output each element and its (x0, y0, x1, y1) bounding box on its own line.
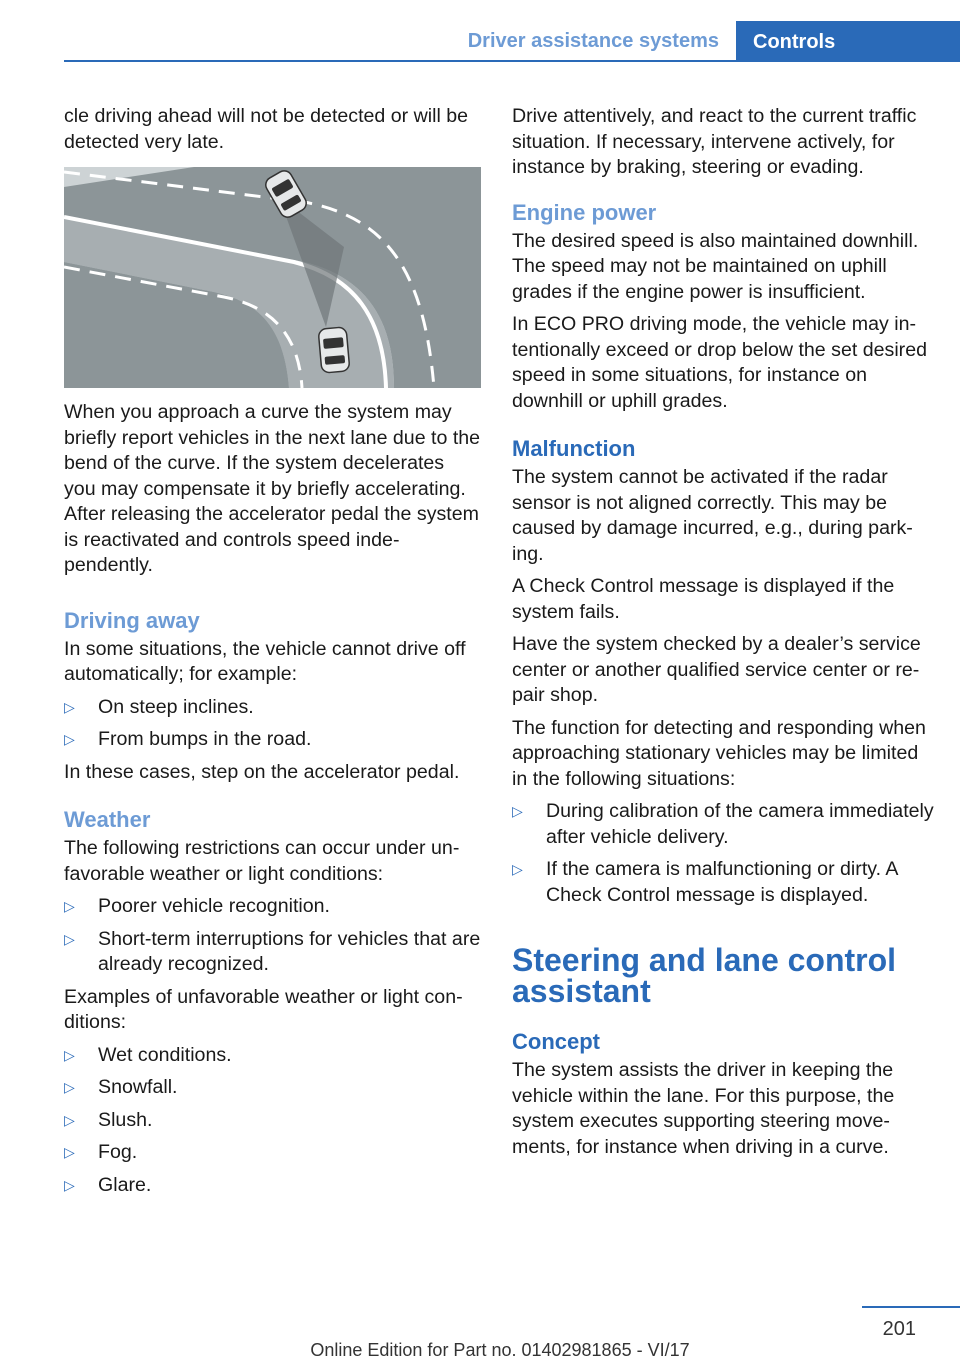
list-item: ▷ Snowfall. (64, 1075, 481, 1101)
list-item: ▷ Fog. (64, 1140, 481, 1166)
triangle-right-icon: ▷ (64, 930, 75, 947)
concept-text: The system assists the driver in keeping the vehicle within the lane. For this purpose, the system executes supporting steering movements, for instance when driving in a curve. (512, 1059, 895, 1158)
list-item: ▷ From bumps in the road. (64, 727, 481, 753)
heading-driving-away: Driving away (64, 607, 200, 633)
list-item: ▷ On steep inclines. (64, 695, 481, 721)
intro-paragraph: cle driving ahead will not be detected or will be detected very late. (64, 105, 469, 153)
weather-examples: Examples of unfavorable weather or light conditions: (64, 985, 463, 1033)
weather-text: The following restrictions can occur under unfavorable weather or light conditions: (64, 837, 460, 885)
list-item: ▷ Short-term interruptions for vehicles that are already recognized. (64, 927, 481, 975)
heading-weather: Weather (64, 807, 151, 832)
footer-rule (862, 1306, 960, 1308)
triangle-right-icon: ▷ (64, 698, 75, 715)
triangle-right-icon: ▷ (64, 898, 75, 914)
page-number: 201 (882, 1318, 916, 1340)
heading-concept: Concept (512, 1029, 600, 1054)
section-title: Driver assistance systems (467, 30, 719, 52)
malfunction-p2: A Check Control message is displayed if the system fails. (512, 575, 895, 623)
right-column (512, 104, 934, 1167)
list-item: ▷ If the camera is malfunctioning or dirty. A Check Control message is displayed. (512, 858, 898, 906)
malfunction-p1: The system cannot be activated if the radar sensor is not aligned correctly. This may be caused by damage incurred, e.g., during parking. (512, 466, 913, 565)
curve-paragraph: When you approach a curve the system may briefly report vehicles in the next lane due to the bend of the curve. If the system decelerates you may compensate it by briefly accelerating. After releasing the accelerator pedal the system is reactivated and controls speed independently. (64, 401, 481, 576)
curve-illustration (64, 167, 481, 388)
heading-malfunction: Malfunction (512, 436, 636, 461)
list-item: ▷ Slush. (64, 1108, 481, 1134)
list-item: ▷ During calibration of the camera immediately after vehicle delivery. (512, 800, 934, 848)
triangle-right-icon: ▷ (64, 1079, 75, 1095)
list-item: ▷ Glare. (64, 1173, 481, 1199)
malfunction-p3: Have the system checked by a dealer’s service center or another qualified service center or repair shop. (512, 633, 921, 706)
heading-engine-power: Engine power (512, 199, 657, 225)
heading-steering-lane-control: Steering and lane control assistant (512, 942, 897, 1009)
page-header (0, 0, 960, 62)
chapter-tab-label: Controls (753, 31, 836, 53)
triangle-right-icon: ▷ (64, 1176, 75, 1193)
left-column (64, 104, 481, 1205)
chapter-tab (736, 21, 960, 62)
list-item: ▷ Wet conditions. (64, 1043, 481, 1069)
triangle-right-icon: ▷ (512, 803, 523, 819)
driving-away-text: In some situations, the vehicle cannot drive off automatically; for example: (64, 637, 466, 685)
header-rule (64, 60, 960, 62)
triangle-right-icon: ▷ (64, 1111, 75, 1128)
edition-note: Online Edition for Part no. 01402981865 - VI/17 (310, 1340, 690, 1360)
list-item: ▷ Poorer vehicle recognition. (64, 894, 481, 920)
engine-power-p2: In ECO PRO driving mode, the vehicle may intentionally exceed or drop below the set desired speed in some situations, for instance on downhill or uphill grades. (512, 313, 927, 412)
triangle-right-icon: ▷ (64, 731, 75, 747)
engine-power-p1: The desired speed is also maintained downhill. The speed may not be maintained on uphill grades if the engine power is insufficient. (512, 229, 919, 303)
malfunction-p4: The function for detecting and responding when approaching stationary vehicles may be limited in the following situations: (512, 716, 926, 790)
right-intro: Drive attentively, and react to the current traffic situation. If necessary, intervene actively, for instance by braking, steering or evading. (512, 105, 917, 178)
triangle-right-icon: ▷ (64, 1144, 75, 1160)
driving-away-after: In these cases, step on the accelerator pedal. (64, 760, 460, 783)
triangle-right-icon: ▷ (512, 861, 523, 877)
triangle-right-icon: ▷ (64, 1046, 75, 1063)
